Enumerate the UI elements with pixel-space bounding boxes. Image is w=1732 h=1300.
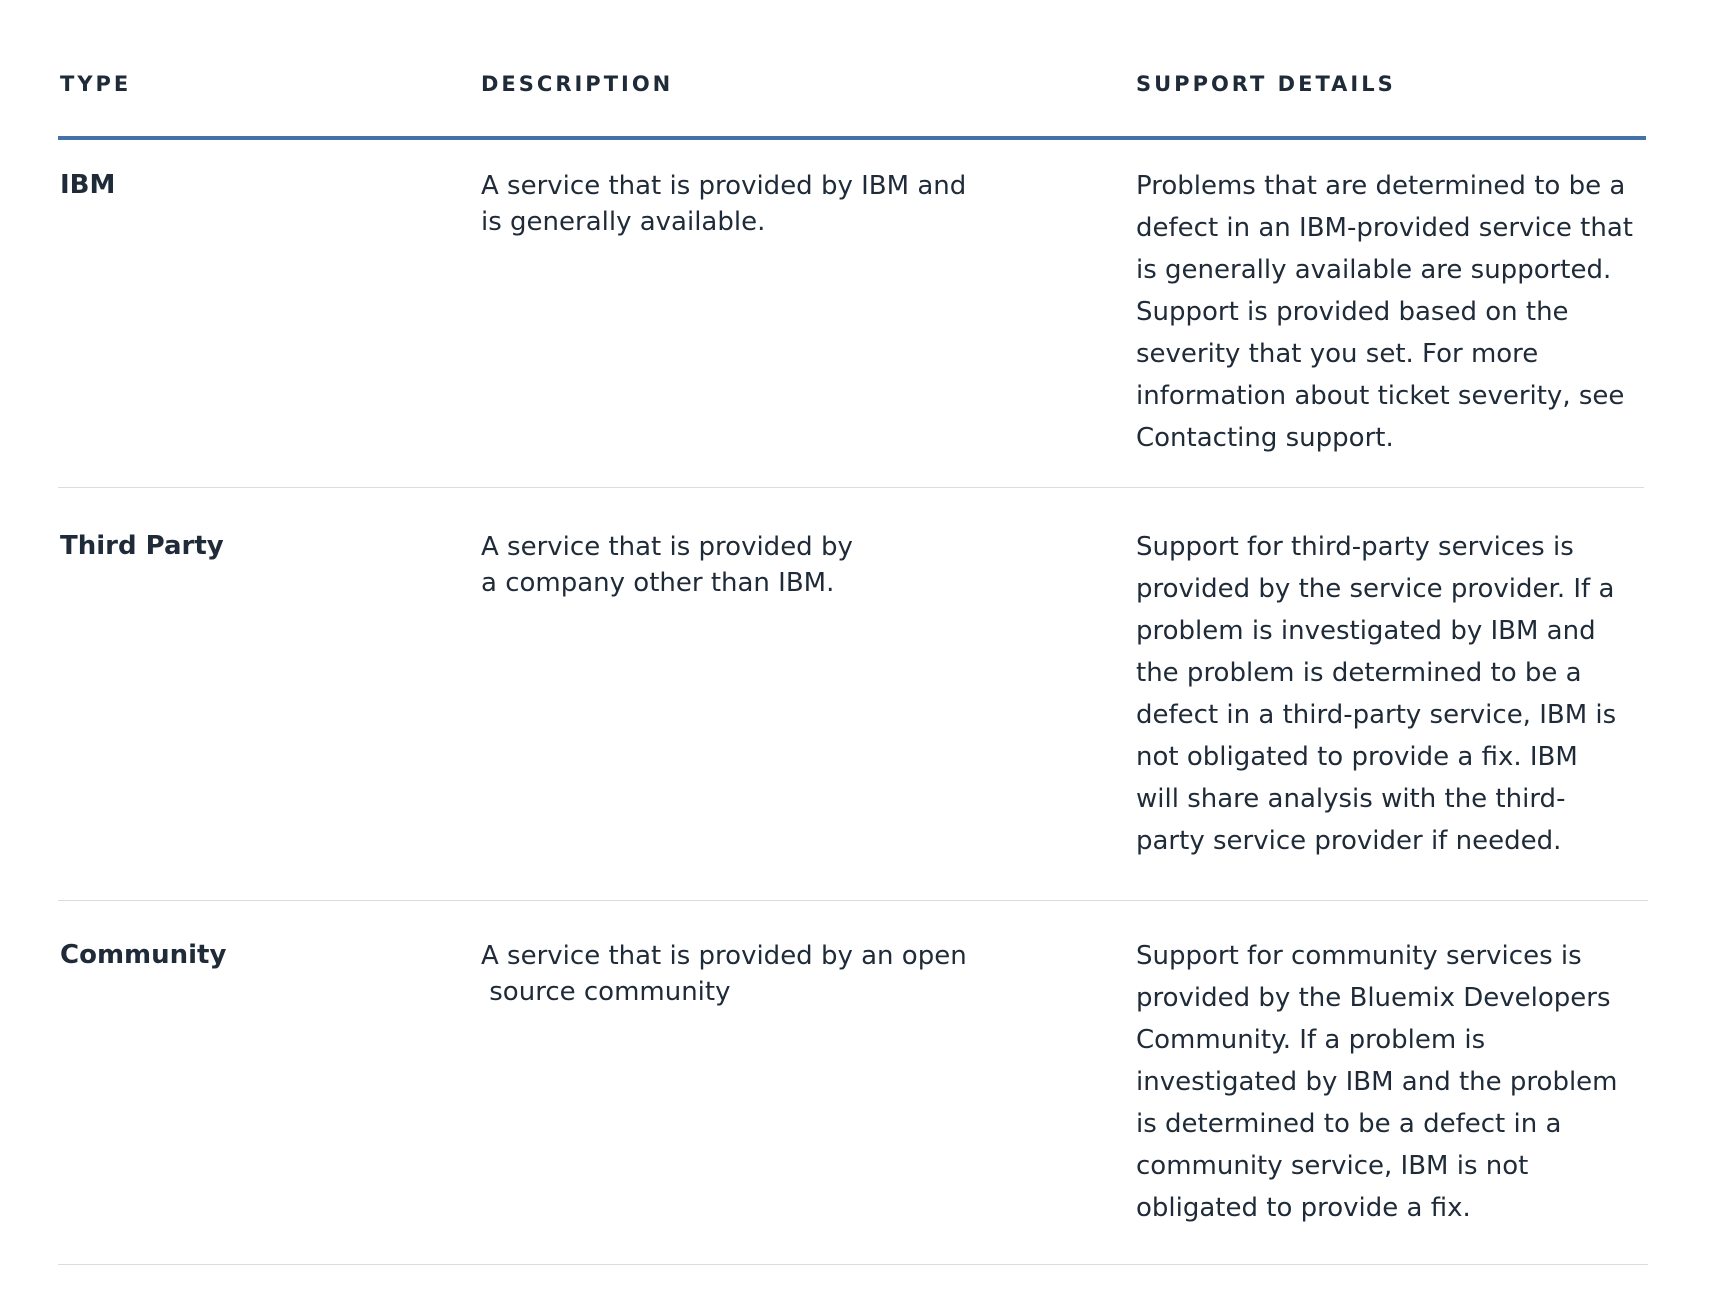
row-divider-3 <box>58 1264 1648 1265</box>
row-community-support-details: Support for community services is provided by the Bluemix Developers Community. If a problem is investigated by IBM and the problem is determined to be a defect in a community service, IBM is not obligated to provide a fix. <box>1136 941 1618 1223</box>
row-community-description: A service that is provided by an open source community <box>481 941 967 1007</box>
header-type: TYPE <box>60 72 132 96</box>
header-support-details: SUPPORT DETAILS <box>1136 72 1396 96</box>
row-ibm-description: A service that is provided by IBM and is generally available. <box>481 171 967 237</box>
header-divider <box>58 136 1646 140</box>
header-description: DESCRIPTION <box>481 72 674 96</box>
row-ibm-support-details: Problems that are determined to be a defect in an IBM-provided service that is generally available are supported. Support is provided based on the severity that you set. For more information about ticket severity, see Contacting support. <box>1136 171 1633 453</box>
row-ibm-type: IBM <box>60 170 116 200</box>
row-third-party-type: Third Party <box>60 531 224 561</box>
row-divider-2 <box>58 900 1648 901</box>
row-divider-1 <box>58 487 1644 488</box>
row-third-party-support-details: Support for third-party services is provided by the service provider. If a problem is investigated by IBM and the problem is determined to be a defect in a third-party service, IBM is not obligated to provide a fix. IBM will share analysis with the third- party service provider if needed. <box>1136 532 1617 856</box>
row-third-party-description: A service that is provided by a company other than IBM. <box>481 532 853 598</box>
row-community-type: Community <box>60 940 227 970</box>
